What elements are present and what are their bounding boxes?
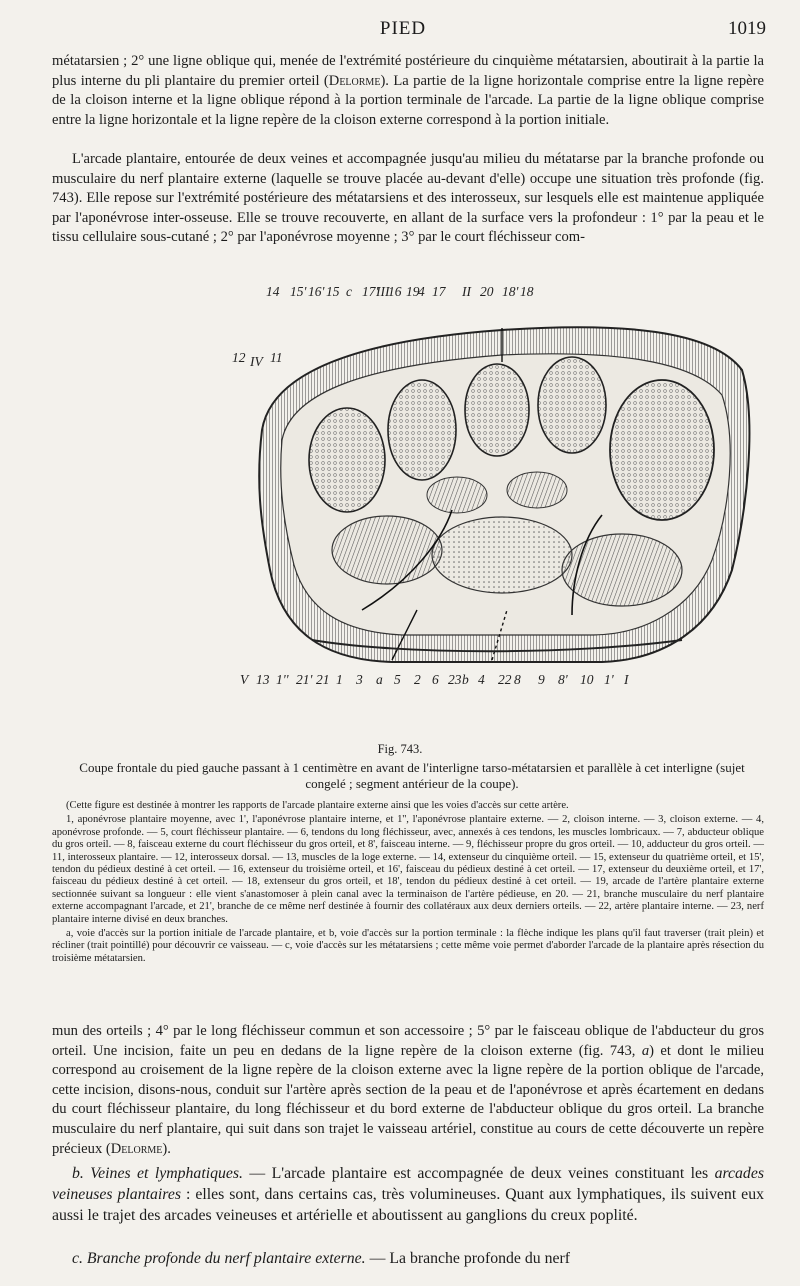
- figure-left-label: 12: [232, 350, 246, 365]
- figure-bottom-label: 23: [448, 672, 462, 687]
- figure-bottom-label: 6: [432, 672, 439, 687]
- figure-bottom-label: 21': [296, 672, 313, 687]
- figure-top-label: III: [376, 284, 390, 299]
- citation: Delorme: [110, 1140, 163, 1157]
- adductor-oblique: [562, 534, 682, 606]
- paragraph-after-figure: mun des orteils ; 4° par le long fléchisseur commun et son accessoire ; 5° par le faisceau oblique de l'abducteur du gros orteil. Une incision, faite un peu en dedans de la ligne repère de la cloison externe (fig. 743, a) et dont le milieu correspond au croisement de la ligne repère de la cloison externe avec la ligne repère de la portion oblique de l'arcade, cette incision, disons-nous, conduit sur l'artère après section de la peau et de l'aponévrose et après écartement en dedans du court fléchisseur plantaire, du long fléchisseur et du bord externe de l'abducteur oblique du gros orteil. La branche musculaire du nerf plantaire, qui suit dans son trajet le vaisseau artériel, constitue au cours de cette découverte un repère précieux (Delorme).: [52, 1023, 764, 1157]
- figure-top-label: 17: [432, 284, 446, 299]
- figure-top-label: II: [462, 284, 471, 299]
- legend-access: a, voie d'accès sur la portion initiale de l'arcade plantaire, et b, voie d'accès sur la portion terminale : la flèche indique les plans qu'il faut traverser (trait plein) et récliner (trait pointillé) pour découvrir ce vaisseau. — c, voie d'accès sur les métatarsiens ; cette même voie permet d'aborder l'arcade de la plantaire après résection du troisième métatarsien.: [52, 928, 764, 964]
- paragraph-top: métatarsien ; 2° une ligne oblique qui, menée de l'extrémité postérieure du cinquième métatarsien, aboutirait à la partie la plus interne du pli plantaire du premier orteil (Delorme). La partie de la ligne horizontale comprise entre la ligne repère de la cloison interne et la ligne oblique répond à la portion terminale de l'arcade. La partie de la ligne oblique comprise entre la ligne horizontale et la ligne repère de la cloison externe correspond à la portion initiale.: [52, 53, 764, 128]
- interosseous-muscle: [427, 477, 487, 513]
- figure-top-label: 20: [480, 284, 494, 299]
- figure-top-label: 14: [266, 284, 280, 299]
- term: arcades veineuses plantaires: [52, 1165, 764, 1203]
- citation: Delorme: [328, 72, 381, 89]
- flexor-brevis: [432, 517, 572, 593]
- section-b-heading: b. Veines et lymphatiques.: [72, 1165, 244, 1182]
- section-c-heading: c. Branche profonde du nerf plantaire externe.: [72, 1250, 366, 1267]
- figure-bottom-label: 1: [336, 672, 343, 687]
- figure-bottom-label: 5: [394, 672, 401, 687]
- figure-number: Fig. 743.: [377, 742, 423, 756]
- paragraph-arcade: L'arcade plantaire, entourée de deux veines et accompagnée jusqu'au milieu du métatarse par la branche profonde ou musculaire du nerf plantaire externe (laquelle se trouve placée au-devant d'elle) occupe une situation très profonde (fig. 743). Elle repose sur l'extrémité postérieure des métatarsiens et des interosseux, sur lesquels elle est maintenue appliquée par l'aponévrose inter-osseuse. Elle se trouve recouverte, en allant de la surface vers la profondeur : 1° par la peau et le tissu cellulaire sous-cutané ; 2° par l'aponévrose moyenne ; 3° par le court fléchisseur com-: [52, 151, 764, 246]
- figure-top-label: 15: [326, 284, 340, 299]
- section-b: b. Veines et lymphatiques. — L'arcade plantaire est accompagnée de deux veines constituant les arcades veineuses plantaires : elles sont, dans certains cas, très volumineuses. Quant aux lymphatiques, ils suivent eux aussi le trajet des arcades veineuses et artérielle et aboutissent au ganglions du creux poplité.: [52, 1165, 764, 1224]
- metatarsal-v: [309, 408, 385, 512]
- figure-top-label: c: [346, 284, 352, 299]
- figure-bottom-label: 4: [478, 672, 485, 687]
- figure-caption: Coupe frontale du pied gauche passant à 1 centimètre en avant de l'interligne tarso-métatarsien et parallèle à cet interligne (sujet congelé ; segment antérieur de la coupe).: [79, 760, 745, 791]
- metatarsal-i: [610, 380, 714, 520]
- figure-top-label: 19: [406, 284, 420, 299]
- figure-left-label: IV: [250, 354, 263, 369]
- metatarsal-ii: [538, 357, 606, 453]
- legend-intro: (Cette figure est destinée à montrer les rapports de l'arcade plantaire externe ainsi que les voies d'accès sur cette artère.: [66, 800, 569, 811]
- metatarsal-iii: [465, 364, 529, 456]
- metatarsal-iv: [388, 380, 456, 480]
- figure-top-label: 18': [502, 284, 519, 299]
- figure-legend: [52, 800, 764, 967]
- figure-743-illustration: [232, 284, 758, 690]
- figure-top-label: 18: [520, 284, 534, 299]
- figure-bottom-label: 1'': [276, 672, 289, 687]
- figure-bottom-label: 10: [580, 672, 594, 687]
- figure-bottom-label: 1': [604, 672, 614, 687]
- figure-bottom-label: b: [462, 672, 469, 687]
- figure-bottom-label: a: [376, 672, 383, 687]
- figure-bottom-label: 22: [498, 672, 512, 687]
- running-title: PIED: [379, 18, 427, 39]
- interosseous-muscle: [507, 472, 567, 508]
- figure-bottom-label: 8': [558, 672, 568, 687]
- page-header: [40, 14, 766, 44]
- figure-bottom-label: I: [624, 672, 629, 687]
- figure-bottom-label: 3: [356, 672, 363, 687]
- figure-top-label: 17': [362, 284, 379, 299]
- section-c: c. Branche profonde du nerf plantaire externe. — La branche profonde du nerf: [72, 1250, 571, 1267]
- page-number: 1019: [728, 18, 766, 39]
- foot-cross-section-drawing: [242, 310, 758, 690]
- figure-top-label: 16: [388, 284, 402, 299]
- figure-top-label: 4: [418, 284, 425, 299]
- figure-bottom-label: 8: [514, 672, 521, 687]
- muscle-lateral-compartment: [332, 516, 442, 584]
- figure-bottom-label: 9: [538, 672, 545, 687]
- figure-bottom-label: V: [240, 672, 249, 687]
- figure-bottom-label: 2: [414, 672, 421, 687]
- figure-top-label: 15': [290, 284, 307, 299]
- figure-bottom-label: 13: [256, 672, 270, 687]
- figure-left-label: 11: [270, 350, 283, 365]
- figure-bottom-label: 21: [316, 672, 330, 687]
- figure-top-label: 16': [308, 284, 325, 299]
- legend-items: 1, aponévrose plantaire moyenne, avec 1', l'aponévrose plantaire interne, et 1'', l'aponévrose plantaire externe. — 2, cloison interne. — 3, cloison externe. — 4, aponévrose profonde. — 5, court fléchisseur plantaire. — 6, tendons du long fléchisseur, avec, annexés à ces tendons, les muscles lombricaux. — 7, abducteur oblique du gros orteil. — 8, faisceau externe du court fléchisseur du gros orteil, et 8', faisceau interne. — 9, fléchisseur propre du gros orteil. — 10, adducteur du gros orteil. — 11, interosseux plantaire. — 12, interosseux dorsal. — 13, muscles de la loge externe. — 14, extenseur du cinquième orteil. — 15, extenseur du quatrième orteil, et 15', tendon du pédieux destiné à cet orteil. — 16, extenseur du troisième orteil, et 16', faisceau du pédieux destiné à cet orteil. — 17, extenseur du deuxième orteil, et 17', faisceau du pédieux destiné à cet orteil. — 18, extenseur du gros orteil, et 18', tendon du pédieux destiné à cet orteil. — 19, arcade de l'artère plantaire externe sectionnée suivant sa longueur : elle vient s'anastomoser à plein canal avec la terminaison de l'artère pédieuse, en 20. — 21, branche musculaire du nerf plantaire externe accompagnant l'arcade, et 21', branche de ce même nerf destinée à fournir des collatéraux aux deux derniers orteils. — 22, artère plantaire interne. — 23, nerf plantaire interne divisé en deux branches.: [52, 814, 764, 925]
